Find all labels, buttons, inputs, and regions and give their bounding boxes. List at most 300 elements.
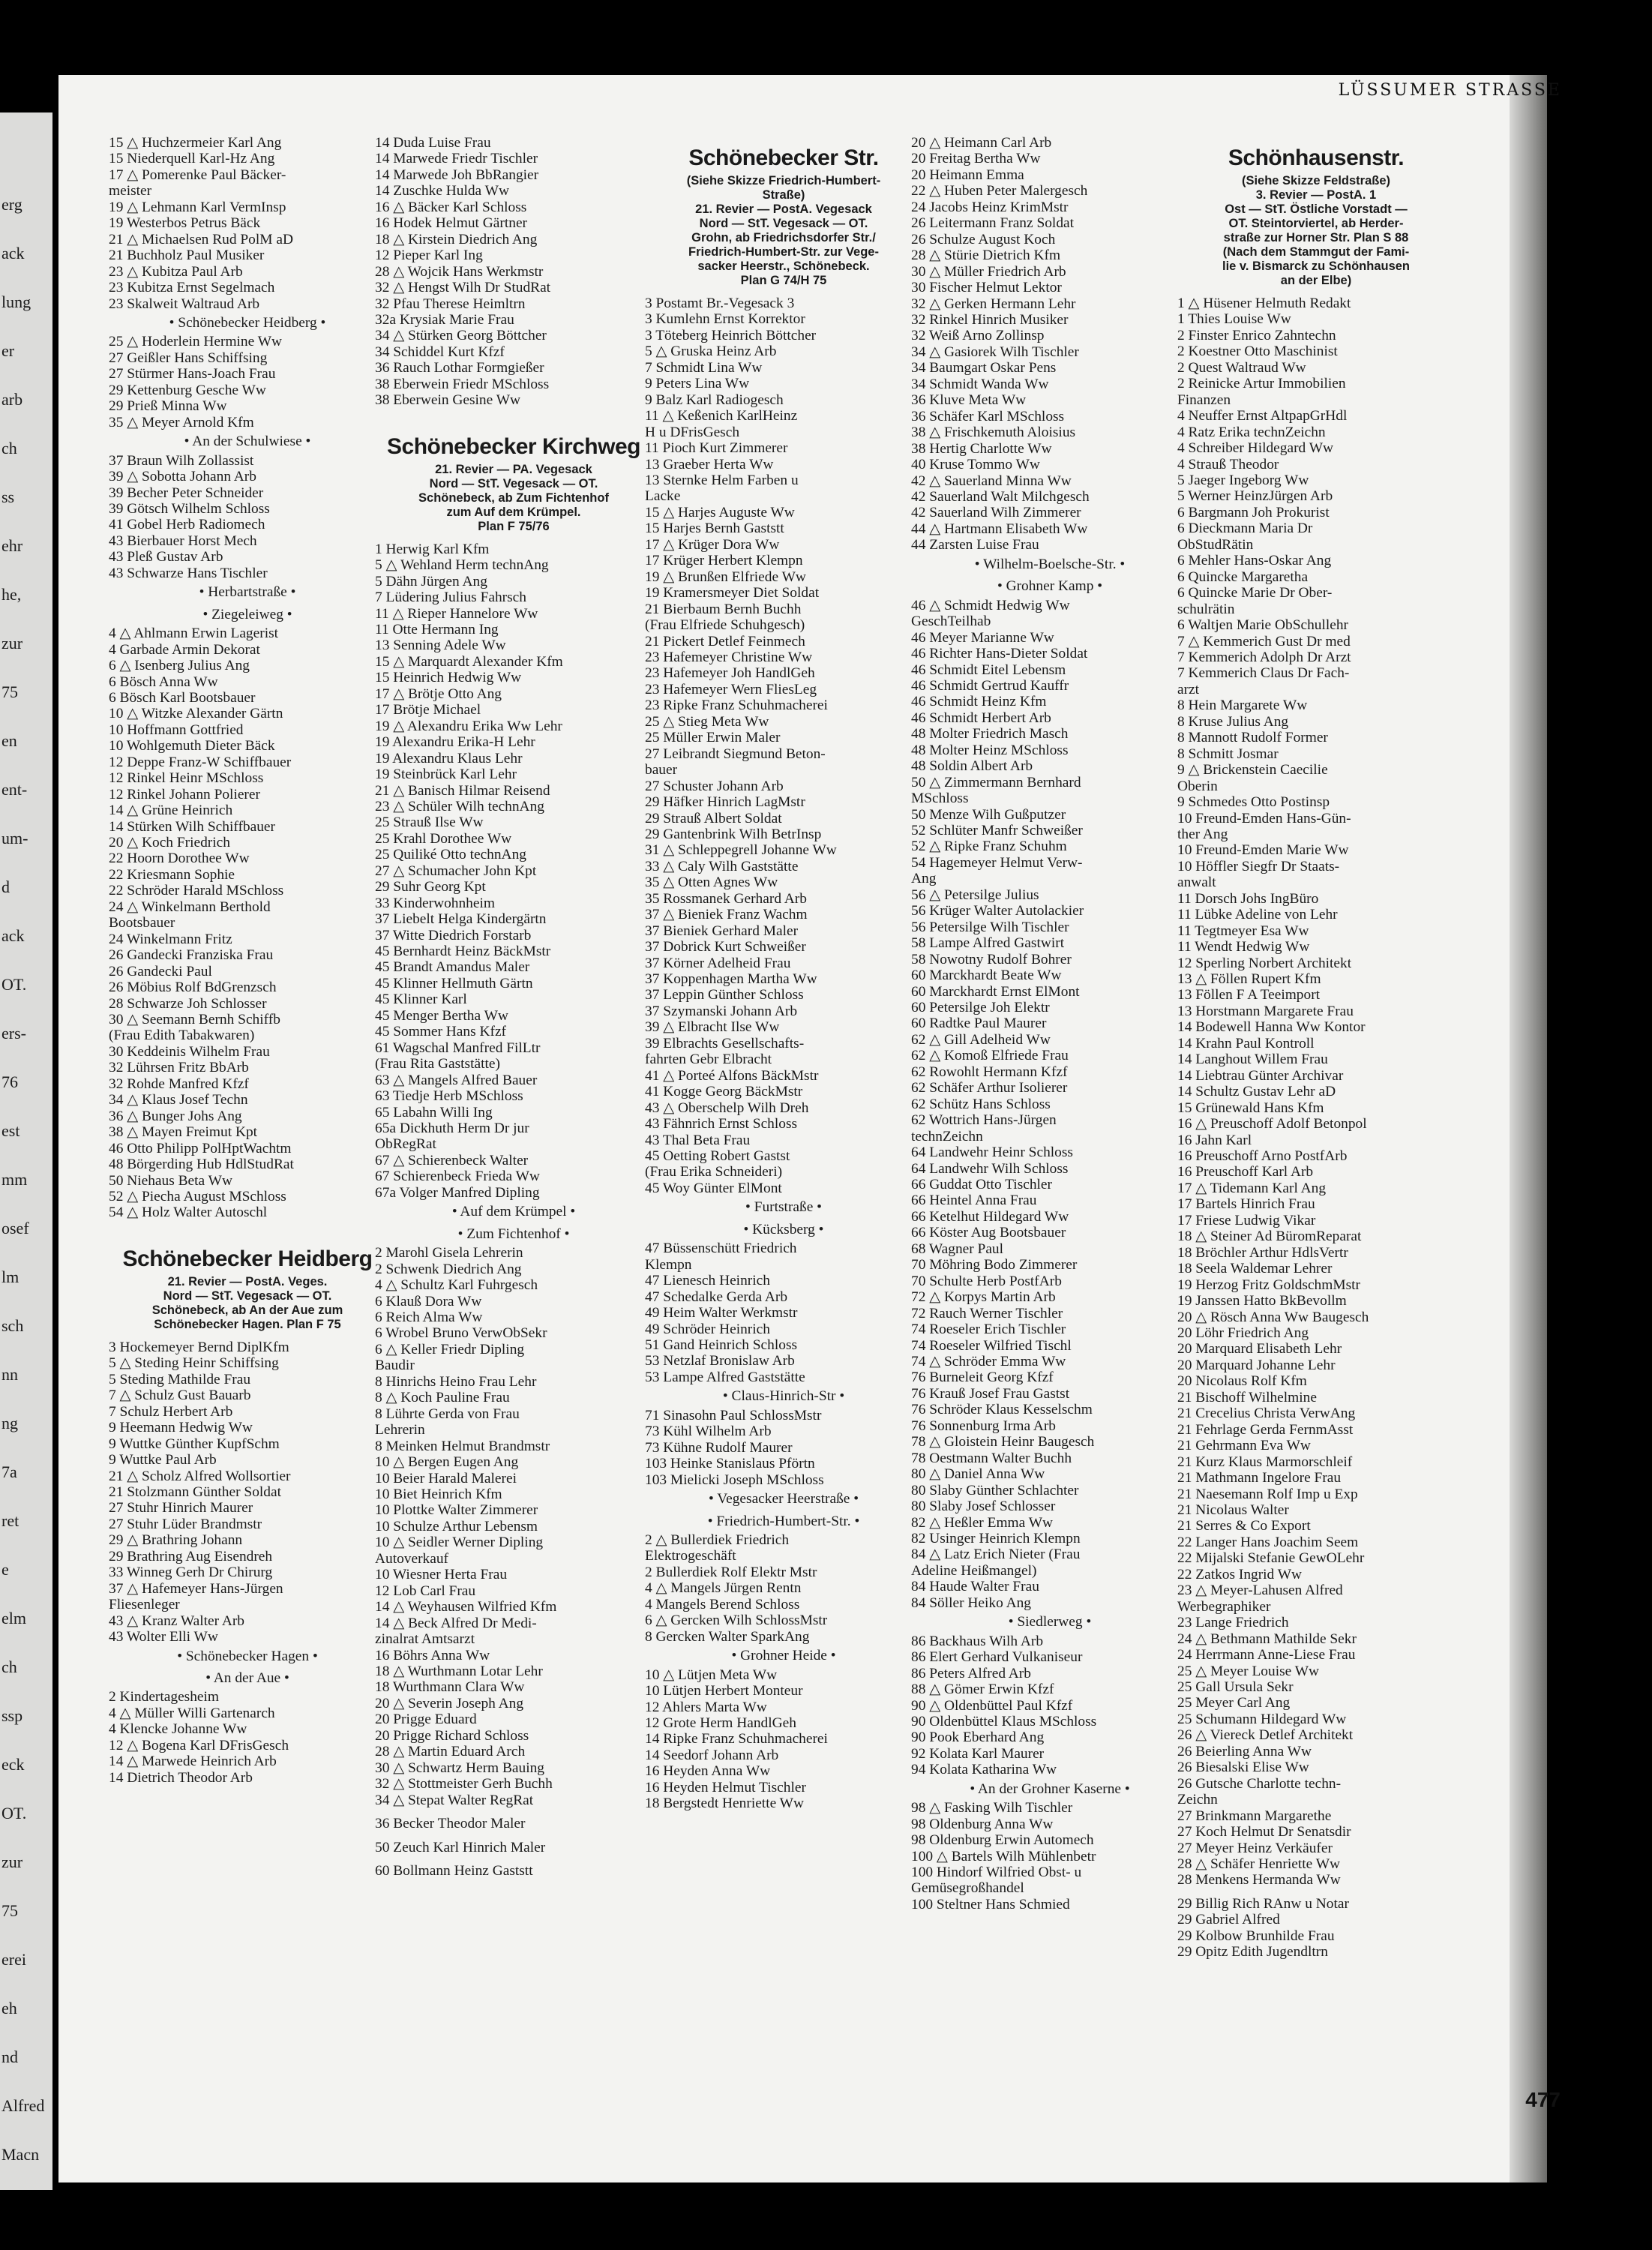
side-street: • Grohner Kamp • [997, 578, 1103, 595]
side-street: • Schönebecker Heidberg • [169, 314, 326, 331]
resident-entry: 37 Liebelt Helga Kindergärtn [375, 911, 547, 928]
left-page-fragment: ssp [1, 1706, 23, 1725]
resident-entry: 58 Lampe Alfred Gastwirt [911, 935, 1065, 952]
resident-entry: 16 Preuschoff Arno PostfArb [1177, 1148, 1348, 1165]
side-street: • Furtstraße • [745, 1199, 822, 1216]
street-heading: Schönebecker Heidberg [122, 1246, 373, 1271]
street-note: 21. Revier — PostA. Veges. [167, 1274, 328, 1288]
resident-entry: 21 △ Banisch Hilmar Reisend [375, 782, 550, 799]
resident-entry: 15 Niederquell Karl-Hz Ang [109, 151, 275, 167]
resident-entry: 11 Pioch Kurt Zimmerer [645, 440, 788, 457]
resident-entry: 4 Garbade Armin Dekorat [109, 641, 260, 658]
resident-entry: 15 △ Huchzermeier Karl Ang [109, 135, 282, 151]
resident-entry: 18 Seela Waldemar Lehrer [1177, 1261, 1333, 1277]
resident-entry: 23 Hafemeyer Christine Ww [645, 649, 813, 665]
resident-entry: 43 Thal Beta Frau [645, 1132, 751, 1148]
resident-entry: 29 Billig Rich RAnw u Notar [1177, 1895, 1349, 1912]
resident-entry: 62 Wottrich Hans-Jürgen [911, 1112, 1057, 1129]
resident-entry: 10 Wiesner Herta Frau [375, 1567, 508, 1583]
resident-entry: 22 Kriesmann Sophie [109, 866, 235, 883]
resident-entry: 45 Oetting Robert Gastst [645, 1148, 790, 1165]
street-heading: Schönhausenstr. [1228, 146, 1405, 170]
resident-entry: 2 Koestner Otto Maschinist [1177, 344, 1338, 360]
resident-entry: 37 Körner Adelheid Frau [645, 955, 791, 971]
resident-entry: 14 Seedorf Johann Arb [645, 1747, 779, 1763]
left-page-fragment: Alfred [1, 2096, 45, 2115]
resident-entry: 66 Ketelhut Hildegard Ww [911, 1208, 1069, 1225]
left-page-fragment: Macn [1, 2145, 40, 2164]
resident-entry: 48 Molter Heinz MSchloss [911, 742, 1069, 758]
resident-entry: 13 Senning Adele Ww [375, 638, 506, 654]
resident-entry: 17 △ Brötje Otto Ang [375, 686, 502, 702]
column-4 [911, 135, 1189, 1912]
resident-entry: 28 Menkens Hermanda Ww [1177, 1872, 1341, 1888]
resident-entry: 22 Schröder Harald MSchloss [109, 883, 284, 899]
resident-entry: 62 Schäfer Arthur Isolierer [911, 1080, 1068, 1096]
resident-entry: 62 △ Komoß Elfriede Frau [911, 1048, 1069, 1064]
resident-entry: 10 Lütjen Herbert Monteur [645, 1683, 803, 1700]
left-page-fragment: he, [1, 585, 22, 604]
resident-entry: 14 △ Weyhausen Wilfried Kfm [375, 1599, 557, 1616]
left-page-fragment: um- [1, 829, 28, 848]
resident-entry: 14 △ Marwede Heinrich Arb [109, 1754, 277, 1770]
resident-entry: 8 Kruse Julius Ang [1177, 713, 1289, 730]
resident-entry: 39 Elbrachts Gesellschafts- [645, 1035, 805, 1052]
resident-entry: 35 △ Meyer Arnold Kfm [109, 414, 254, 430]
left-page-fragment: ret [1, 1511, 19, 1530]
resident-entry: 11 Otte Hermann Ing [375, 621, 499, 638]
resident-entry: 7 Schmidt Lina Ww [645, 359, 763, 376]
spacer [645, 288, 922, 296]
resident-entry: 47 Büssenschütt Friedrich [645, 1240, 797, 1257]
resident-entry: 37 △ Hafemeyer Hans-Jürgen [109, 1580, 283, 1597]
resident-entry: 6 Mehler Hans-Oskar Ang [1177, 553, 1332, 569]
resident-entry: 62 Schütz Hans Schloss [911, 1096, 1051, 1112]
resident-entry: 39 △ Sobotta Johann Arb [109, 469, 256, 485]
resident-entry: 10 △ Bergen Eugen Ang [375, 1454, 519, 1471]
street-note: 21. Revier — PostA. Vegesack [695, 202, 872, 216]
left-page-fragment: eh [1, 1999, 17, 2018]
resident-entry: 25 △ Meyer Louise Ww [1177, 1663, 1320, 1679]
resident-entry: 34 △ Stepat Walter RegRat [375, 1792, 534, 1808]
resident-entry: 10 Beier Harald Malerei [375, 1470, 517, 1486]
resident-entry: 39 Götsch Wilhelm Schloss [109, 500, 270, 517]
resident-entry: 63 Tiedje Herb MSchloss [375, 1088, 523, 1105]
resident-entry: 25 △ Stieg Meta Ww [645, 713, 769, 730]
resident-entry: 56 △ Petersilge Julius [911, 886, 1039, 903]
resident-entry: 48 Soldin Albert Arb [911, 758, 1033, 775]
resident-entry: 46 △ Schmidt Hedwig Ww [911, 597, 1070, 614]
resident-entry: 11 △ Keßenich KarlHeinz [645, 408, 798, 424]
resident-entry: 18 △ Kirstein Diedrich Ang [375, 231, 538, 248]
resident-entry: 4 Strauß Theodor [1177, 456, 1279, 472]
resident-entry: 7 Kemmerich Adolph Dr Arzt [1177, 649, 1351, 665]
resident-entry: 14 △ Grüne Heinrich [109, 802, 233, 819]
resident-entry: 2 Schwenk Diedrich Ang [375, 1261, 522, 1277]
resident-entry: H u DFrisGesch [645, 424, 740, 440]
resident-entry: 2 Finster Enrico Zahntechn [1177, 327, 1336, 344]
resident-entry: 17 Friese Ludwig Vikar [1177, 1212, 1316, 1228]
resident-entry: 23 Skalweit Waltraud Arb [109, 296, 260, 312]
resident-entry: 6 Bösch Anna Ww [109, 674, 218, 690]
resident-entry: 64 Landwehr Heinr Schloss [911, 1144, 1073, 1161]
resident-entry: 36 △ Bunger Johs Ang [109, 1108, 242, 1124]
resident-entry: 26 Möbius Rolf BdGrenzsch [109, 980, 277, 996]
resident-entry: Adeline Heißmangel) [911, 1562, 1037, 1579]
column-2 [375, 135, 652, 1879]
resident-entry: 22 Mijalski Stefanie GewOLehr [1177, 1550, 1365, 1567]
resident-entry: 20 Löhr Friedrich Ang [1177, 1325, 1309, 1341]
resident-entry: 84 Haude Walter Frau [911, 1579, 1039, 1595]
resident-entry: 14 Ripke Franz Schuhmacherei [645, 1731, 828, 1748]
resident-entry: 20 Prigge Richard Schloss [375, 1727, 529, 1744]
resident-entry: 4 △ Mangels Jürgen Rentn [645, 1580, 802, 1597]
resident-entry: 14 Dietrich Theodor Arb [109, 1769, 253, 1786]
resident-entry: 98 Oldenburg Erwin Automech [911, 1832, 1094, 1849]
spacer [109, 1221, 386, 1236]
left-page-fragment: en [1, 731, 17, 750]
resident-entry: 32 Rohde Manfred Kfzf [109, 1076, 249, 1092]
resident-entry: 14 Schultz Gustav Lehr aD [1177, 1084, 1336, 1100]
resident-entry: 34 △ Stürken Georg Böttcher [375, 328, 547, 344]
spacer [375, 1856, 652, 1863]
resident-entry: Werbegraphiker [1177, 1598, 1271, 1615]
resident-entry: 12 △ Bogena Karl DFrisGesch [109, 1737, 289, 1754]
resident-entry: 45 Bernhardt Heinz BäckMstr [375, 944, 551, 960]
resident-entry: 27 Schuster Johann Arb [645, 778, 784, 794]
resident-entry: 67a Volger Manfred Dipling [375, 1184, 540, 1201]
resident-entry: 6 Bargmann Joh Prokurist [1177, 504, 1330, 520]
resident-entry: 8 Gercken Walter SparkAng [645, 1628, 810, 1645]
resident-entry: 15 △ Marquardt Alexander Kfm [375, 653, 563, 670]
resident-entry: 10 △ Witzke Alexander Gärtn [109, 706, 283, 722]
resident-entry: 13 Graeber Herta Ww [645, 456, 774, 472]
resident-entry: (Frau Edith Tabakwaren) [109, 1028, 255, 1044]
resident-entry: 86 Backhaus Wilh Arb [911, 1633, 1044, 1649]
resident-entry: 28 △ Wojcik Hans Werkmstr [375, 263, 544, 280]
side-street: • An der Aue • [205, 1670, 289, 1686]
resident-entry: 6 Waltjen Marie ObSchullehr [1177, 617, 1349, 634]
resident-entry: 37 Leppin Günther Schloss [645, 987, 804, 1004]
resident-entry: bauer [645, 762, 678, 778]
resident-entry: 43 Schwarze Hans Tischler [109, 565, 268, 581]
left-page-fragment: ss [1, 488, 15, 506]
left-page-fragment: 75 [1, 1901, 18, 1920]
resident-entry: 32 △ Gerken Hermann Lehr [911, 296, 1076, 312]
resident-entry: Bootsbauer [109, 915, 175, 932]
left-page-fragment: e [1, 1560, 9, 1579]
resident-entry: 20 Marquard Johanne Lehr [1177, 1357, 1336, 1373]
resident-entry: 21 Stolzmann Günther Soldat [109, 1484, 281, 1500]
resident-entry: 21 Pickert Detlef Feinmech [645, 633, 805, 650]
resident-entry: 5 Jaeger Ingeborg Ww [1177, 472, 1309, 488]
resident-entry: 34 Schmidt Wanda Ww [911, 376, 1049, 392]
resident-entry: 6 Wrobel Bruno VerwObSekr [375, 1325, 547, 1342]
resident-entry: 7 △ Schulz Gust Bauarb [109, 1388, 251, 1404]
resident-entry: 66 Heintel Anna Frau [911, 1192, 1037, 1209]
previous-page-edge [0, 112, 52, 2190]
spacer [1177, 1888, 1455, 1896]
spacer [375, 409, 652, 424]
resident-entry: 22 Langer Hans Joachim Seem [1177, 1534, 1359, 1550]
left-page-fragment: d [1, 878, 10, 896]
resident-entry: 46 Schmidt Eitel Lebensm [911, 662, 1066, 678]
resident-entry: 16 Hodek Helmut Gärtner [375, 215, 528, 232]
resident-entry: 28 △ Stürie Dietrich Kfm [911, 248, 1061, 264]
resident-entry: 86 Peters Alfred Arb [911, 1665, 1031, 1682]
resident-entry: 43 △ Kranz Walter Arb [109, 1612, 244, 1629]
resident-entry: 34 △ Gasiorek Wilh Tischler [911, 344, 1079, 360]
resident-entry: 45 Klinner Hellmuth Gärtn [375, 975, 533, 992]
resident-entry: 45 Woy Günter ElMont [645, 1180, 782, 1196]
resident-entry: 15 Grünewald Hans Kfm [1177, 1100, 1324, 1116]
resident-entry: 29 Gabriel Alfred [1177, 1912, 1280, 1928]
resident-entry: 8 Mannott Rudolf Former [1177, 730, 1328, 746]
resident-entry: 30 Fischer Helmut Lektor [911, 280, 1062, 296]
resident-entry: 41 Gobel Herb Radiomech [109, 517, 265, 533]
resident-entry: 14 Krahn Paul Kontroll [1177, 1035, 1315, 1052]
resident-entry: 46 Meyer Marianne Ww [911, 629, 1054, 646]
resident-entry: 17 Krüger Herbert Klempn [645, 553, 803, 569]
resident-entry: 27 Geißler Hans Schiffsing [109, 350, 268, 366]
street-note: Nord — StT. Vegesack — OT. [429, 476, 598, 490]
resident-entry: 26 Gandecki Franziska Frau [109, 947, 274, 964]
resident-entry: 20 Freitag Bertha Ww [911, 151, 1041, 167]
resident-entry: 3 Postamt Br.-Vegesack 3 [645, 296, 795, 311]
resident-entry: 90 Pook Eberhard Ang [911, 1730, 1045, 1746]
resident-entry: Fliesenleger [109, 1597, 180, 1613]
street-note: Schönebeck, ab Zum Fichtenhof [418, 490, 609, 505]
left-page-fragment: sch [1, 1316, 24, 1335]
resident-entry: 92 Kolata Karl Maurer [911, 1745, 1045, 1762]
resident-entry: 62 △ Gill Adelheid Ww [911, 1031, 1051, 1048]
left-page-fragment: 76 [1, 1072, 18, 1091]
side-street: • Friedrich-Humbert-Str. • [707, 1513, 860, 1529]
resident-entry: 6 Bösch Karl Bootsbauer [109, 689, 256, 706]
left-page-fragment: arb [1, 390, 23, 409]
resident-entry: 60 Radtke Paul Maurer [911, 1016, 1047, 1032]
spacer [109, 1332, 386, 1340]
resident-entry: 18 △ Wurthmann Lotar Lehr [375, 1663, 543, 1679]
left-page-fragment: OT. [1, 1804, 27, 1822]
resident-entry: 9 Schmedes Otto Postinsp [1177, 794, 1330, 811]
street-note: Nord — StT. Vegesack — OT. [163, 1288, 332, 1303]
resident-entry: 52 △ Ripke Franz Schuhm [911, 838, 1067, 855]
resident-entry: 26 Leitermann Franz Soldat [911, 215, 1075, 232]
street-note: Ost — StT. Östliche Vorstadt — [1225, 202, 1408, 216]
street-note: Plan G 74/H 75 [740, 274, 827, 287]
resident-entry: 80 Slaby Günther Schlachter [911, 1482, 1079, 1498]
left-page-fragment: eck [1, 1755, 25, 1774]
side-street: • An der Schulwiese • [184, 434, 311, 450]
side-street: • An der Grohner Kaserne • [970, 1780, 1130, 1797]
resident-entry: 10 Höffler Siegfr Dr Staats- [1177, 858, 1340, 874]
resident-entry: 16 △ Bäcker Karl Schloss [375, 199, 527, 215]
resident-entry: 12 Lob Carl Frau [375, 1582, 476, 1599]
resident-entry: 4 Neuffer Ernst AltpapGrHdl [1177, 408, 1348, 424]
resident-entry: 65 Labahn Willi Ing [375, 1104, 493, 1120]
resident-entry: ObStudRätin [1177, 536, 1254, 553]
street-note: straße zur Horner Str. Plan S 88 [1223, 231, 1409, 244]
resident-entry: 34 Schiddel Kurt Kfzf [375, 344, 505, 360]
resident-entry: 8 Hinrichs Heino Frau Lehr [375, 1373, 537, 1390]
resident-entry: 21 △ Scholz Alfred Wollsortier [109, 1468, 291, 1484]
left-page-fragment: mm [1, 1170, 28, 1189]
resident-entry: 34 Baumgart Oskar Pens [911, 360, 1057, 376]
resident-entry: 50 Zeuch Karl Hinrich Maler [375, 1839, 546, 1856]
resident-entry: 62 Rowohlt Hermann Kfzf [911, 1064, 1068, 1080]
resident-entry: 10 Schulze Arthur Lebensm [375, 1518, 538, 1534]
resident-entry: (Frau Erika Schneideri) [645, 1164, 783, 1180]
street-note: sacker Heerstr., Schönebeck. [697, 260, 870, 273]
page-spine-shadow [1510, 75, 1547, 2182]
resident-entry: 29 Gantenbrink Wilh BetrInsp [645, 826, 822, 842]
resident-entry: 11 Tegtmeyer Esa Ww [1177, 922, 1309, 939]
resident-entry: 32a Krysiak Marie Frau [375, 311, 514, 328]
resident-entry: 14 Marwede Friedr Tischler [375, 151, 538, 167]
left-page-fragment: erei [1, 1950, 26, 1969]
resident-entry: 37 Koppenhagen Martha Ww [645, 971, 817, 988]
side-street: • Herbartstraße • [199, 584, 296, 601]
resident-entry: 60 Bollmann Heinz Gaststt [375, 1862, 533, 1879]
resident-entry: 98 △ Fasking Wilh Tischler [911, 1800, 1073, 1816]
resident-entry: 1 Thies Louise Ww [1177, 311, 1291, 328]
resident-entry: 32 △ Hengst Wilh Dr StudRat [375, 280, 551, 296]
resident-entry: 18 Bröchler Arthur HdlsVertr [1177, 1244, 1348, 1261]
resident-entry: 38 △ Frischkemuth Aloisius [911, 424, 1076, 441]
street-note: Plan F 75/76 [478, 519, 550, 533]
resident-entry: 18 Bergstedt Henriette Ww [645, 1796, 804, 1812]
resident-entry: 74 △ Schröder Emma Ww [911, 1353, 1066, 1370]
resident-entry: 23 Kubitza Ernst Segelmach [109, 280, 275, 296]
resident-entry: 11 △ Rieper Hannelore Ww [375, 605, 538, 622]
resident-entry: 19 Herzog Fritz GoldschmMstr [1177, 1276, 1360, 1293]
resident-entry: 17 Brötje Michael [375, 702, 481, 718]
resident-entry: 13 Föllen F A Teeimport [1177, 987, 1321, 1004]
resident-entry: (Frau Rita Gaststätte) [375, 1056, 500, 1072]
resident-entry: 21 Kurz Klaus Marmorschleif [1177, 1454, 1353, 1470]
resident-entry: 37 Bieniek Gerhard Maler [645, 922, 799, 939]
resident-entry: 46 Otto Philipp PolHptWachtm [109, 1140, 292, 1156]
resident-entry: 78 Oestmann Walter Buchh [911, 1450, 1072, 1466]
resident-entry: 10 Plottke Walter Zimmerer [375, 1502, 538, 1519]
resident-entry: 21 Gehrmann Eva Ww [1177, 1438, 1311, 1454]
resident-entry: 22 Zatkos Ingrid Ww [1177, 1566, 1303, 1582]
street-heading: Schönebecker Kirchweg [387, 434, 640, 459]
resident-entry: 29 Kolbow Brunhilde Frau [1177, 1928, 1335, 1944]
left-page-fragment: lm [1, 1268, 19, 1286]
resident-entry: 12 Ahlers Marta Ww [645, 1699, 767, 1715]
resident-entry: 27 △ Schumacher John Kpt [375, 862, 537, 879]
resident-entry: 17 Bartels Hinrich Frau [1177, 1196, 1315, 1213]
resident-entry: 38 Hertig Charlotte Ww [911, 440, 1052, 457]
resident-entry: 11 Dorsch Johs IngBüro [1177, 890, 1319, 907]
resident-entry: 1 Herwig Karl Kfm [375, 541, 490, 557]
resident-entry: 16 Heyden Anna Ww [645, 1763, 771, 1780]
left-page-fragment: ng [1, 1414, 18, 1432]
resident-entry: Finanzen [1177, 392, 1231, 408]
resident-entry: 46 Schmidt Gertrud Kauffr [911, 677, 1069, 694]
resident-entry: 74 Roeseler Wilfried Tischl [911, 1337, 1072, 1354]
resident-entry: 61 Wagschal Manfred FilLtr [375, 1040, 541, 1056]
resident-entry: 94 Kolata Katharina Ww [911, 1762, 1057, 1778]
resident-entry: 29 Häfker Hinrich LagMstr [645, 794, 805, 811]
left-page-fragment: 7a [1, 1462, 17, 1481]
resident-entry: 5 Werner HeinzJürgen Arb [1177, 488, 1333, 505]
resident-entry: 8 △ Koch Pauline Frau [375, 1390, 510, 1406]
resident-entry: 29 Prieß Minna Ww [109, 398, 227, 415]
resident-entry: 60 Marckhardt Ernst ElMont [911, 983, 1080, 1000]
street-note: Schönebecker Hagen. Plan F 75 [154, 1317, 341, 1331]
resident-entry: 23 Hafemeyer Wern FliesLeg [645, 681, 817, 698]
resident-entry: 43 △ Oberschelp Wilh Dreh [645, 1100, 809, 1116]
resident-entry: 8 Schmitt Josmar [1177, 746, 1279, 762]
resident-entry: 19 Kramersmeyer Diet Soldat [645, 585, 820, 602]
resident-entry: arzt [1177, 681, 1200, 698]
left-page-fragment: ers- [1, 1024, 26, 1042]
running-header: LÜSSUMER STRASSE [1338, 81, 1562, 100]
side-street: • Zum Fichtenhof • [457, 1226, 570, 1242]
resident-entry: 20 Marquard Elisabeth Lehr [1177, 1341, 1342, 1358]
resident-entry: 21 Fehrlage Gerda FernmAsst [1177, 1421, 1354, 1438]
resident-entry: 2 Marohl Gisela Lehrerin [375, 1245, 523, 1262]
resident-entry: 37 Szymanski Johann Arb [645, 1003, 798, 1019]
resident-entry: 36 Schäfer Karl MSchloss [911, 408, 1065, 424]
resident-entry: 28 Schwarze Joh Schlosser [109, 995, 267, 1012]
resident-entry: 60 Petersilge Joh Elektr [911, 1000, 1050, 1016]
resident-entry: 9 Wuttke Paul Arb [109, 1452, 217, 1468]
resident-entry: 47 Schedalke Gerda Arb [645, 1288, 788, 1305]
resident-entry: schulrätin [1177, 601, 1235, 617]
left-page-fragment: nd [1, 2048, 18, 2066]
spacer [375, 1808, 652, 1816]
resident-entry: 20 △ Rösch Anna Ww Baugesch [1177, 1309, 1369, 1325]
resident-entry: 32 Lührsen Fritz BbArb [109, 1060, 249, 1076]
street-note: Straße) [762, 188, 805, 202]
resident-entry: fahrten Gebr Elbracht [645, 1052, 772, 1068]
resident-entry: 82 Usinger Heinrich Klempn [911, 1530, 1081, 1546]
resident-entry: 24 △ Winkelmann Berthold [109, 898, 271, 915]
resident-entry: 80 Slaby Josef Schlosser [911, 1498, 1056, 1515]
left-page-fragment: er [1, 341, 15, 360]
resident-entry: 54 △ Holz Walter Autoschl [109, 1204, 268, 1221]
side-street: • Claus-Hinrich-Str • [722, 1388, 845, 1405]
street-heading: Schönebecker Str. [688, 146, 879, 170]
resident-entry: 3 Hockemeyer Bernd DiplKfm [109, 1339, 289, 1355]
resident-entry: 16 Heyden Helmut Tischler [645, 1779, 806, 1796]
resident-entry: 14 △ Beck Alfred Dr Medi- [375, 1615, 537, 1631]
resident-entry: 8 Lührte Gerda von Frau [375, 1406, 520, 1422]
resident-entry: 9 △ Brickenstein Caecilie [1177, 762, 1328, 778]
resident-entry: 52 Schlüter Manfr Schweißer [911, 823, 1083, 839]
resident-entry: 46 Schmidt Heinz Kfm [911, 694, 1047, 710]
resident-entry: 26 Gutsche Charlotte techn- [1177, 1775, 1342, 1792]
resident-entry: 14 Zuschke Hulda Ww [375, 183, 509, 200]
left-page-fragment: ch [1, 439, 17, 458]
left-page-fragment: lung [1, 292, 31, 311]
resident-entry: 16 Jahn Karl [1177, 1132, 1252, 1148]
resident-entry: 33 △ Caly Wilh Gaststätte [645, 858, 799, 874]
left-page-fragment: osef [1, 1219, 29, 1238]
side-street: • Schönebecker Hagen • [177, 1648, 318, 1664]
resident-entry: 103 Heinke Stanislaus Pförtn [645, 1456, 815, 1472]
resident-entry: 19 △ Brunßen Elfriede Ww [645, 568, 806, 585]
resident-entry: 25 Strauß Ilse Ww [375, 814, 484, 831]
resident-entry: 25 Meyer Carl Ang [1177, 1695, 1291, 1712]
resident-entry: 45 Sommer Hans Kfzf [375, 1024, 507, 1040]
resident-entry: ther Ang [1177, 826, 1228, 842]
resident-entry: 41 Kogge Georg BäckMstr [645, 1084, 803, 1100]
